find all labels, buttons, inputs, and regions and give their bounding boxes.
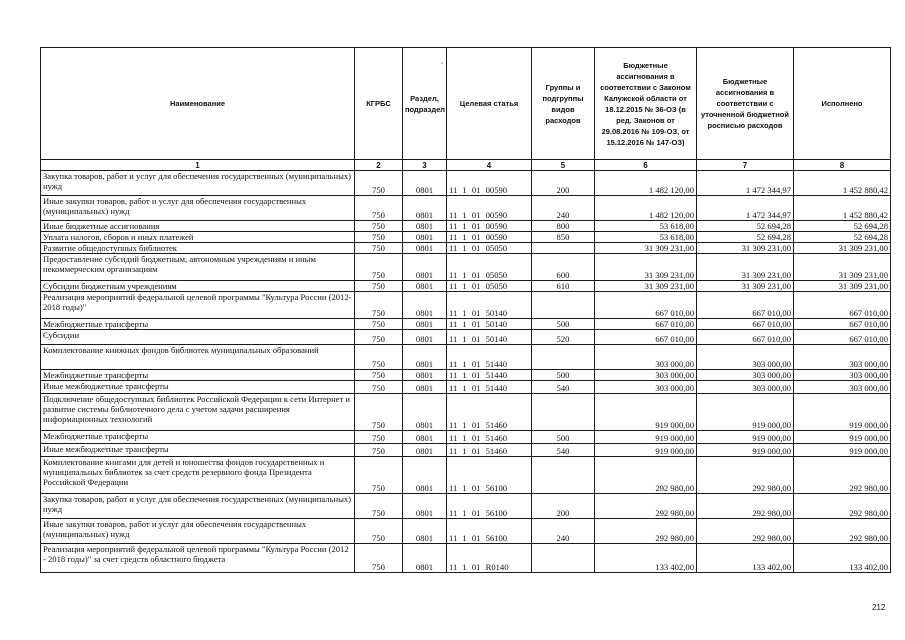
row-done-amount-cell: 667 010,00: [794, 292, 891, 319]
column-number: 2: [355, 160, 403, 171]
row-done-amount-cell: 303 000,00: [794, 381, 891, 394]
row-name-cell: Предоставление субсидий бюджетным, автономным учреждениям и иным некоммерческим организациям: [41, 254, 355, 281]
row-name-cell: Иные закупки товаров, работ и услуг для обеспечения государственных (муниципальных) нужд: [41, 519, 355, 544]
row-name-cell: Комплектование книжных фондов библиотек муниципальных образований: [41, 345, 355, 370]
row-section-cell: 0801: [403, 345, 447, 370]
row-law-amount-cell: 292 980,00: [595, 494, 697, 519]
row-section-cell: 0801: [403, 431, 447, 444]
header-refined: Бюджетные ассигнования в соответствии с уточненной бюджетной росписью расходов: [697, 48, 794, 160]
row-done-amount-cell: 303 000,00: [794, 370, 891, 381]
table-row: [41, 232, 891, 243]
row-done-amount-cell: 667 010,00: [794, 319, 891, 330]
row-done-amount-cell: 292 980,00: [794, 494, 891, 519]
table-row: [41, 196, 891, 221]
row-refined-amount-cell: 31 309 231,00: [697, 243, 794, 254]
row-kgrbs-cell: 750: [355, 330, 403, 345]
row-target-cell: 11 1 01 50140: [447, 292, 532, 319]
table-row: [41, 221, 891, 232]
row-done-amount-cell: 31 309 231,00: [794, 281, 891, 292]
header-groups: Группы и подгруппы видов расходов: [532, 48, 595, 160]
row-kgrbs-cell: 750: [355, 370, 403, 381]
header-kgrbs: КГРБС: [355, 48, 403, 160]
row-kgrbs-cell: 750: [355, 494, 403, 519]
row-refined-amount-cell: 303 000,00: [697, 381, 794, 394]
row-section-cell: 0801: [403, 381, 447, 394]
row-law-amount-cell: 303 000,00: [595, 381, 697, 394]
row-kgrbs-cell: 750: [355, 544, 403, 573]
row-law-amount-cell: 919 000,00: [595, 394, 697, 431]
row-name-cell: Субсидии: [41, 330, 355, 345]
column-number: 1: [41, 160, 355, 171]
row-section-cell: 0801: [403, 243, 447, 254]
row-kgrbs-cell: 750: [355, 232, 403, 243]
table-row: [41, 431, 891, 444]
row-name-cell: Иные межбюджетные трансферты: [41, 444, 355, 457]
row-refined-amount-cell: 919 000,00: [697, 444, 794, 457]
row-kgrbs-cell: 750: [355, 457, 403, 494]
row-law-amount-cell: 667 010,00: [595, 319, 697, 330]
row-law-amount-cell: 31 309 231,00: [595, 281, 697, 292]
row-law-amount-cell: 53 618,00: [595, 221, 697, 232]
row-section-cell: 0801: [403, 394, 447, 431]
table-header-row: [41, 48, 891, 160]
row-target-cell: 11 1 01 56100: [447, 494, 532, 519]
row-name-cell: Уплата налогов, сборов и иных платежей: [41, 232, 355, 243]
column-number: 4: [447, 160, 532, 171]
row-refined-amount-cell: 31 309 231,00: [697, 281, 794, 292]
row-name-cell: Закупка товаров, работ и услуг для обеспечения государственных (муниципальных) нужд: [41, 171, 355, 196]
table-row: [41, 171, 891, 196]
row-law-amount-cell: 292 980,00: [595, 519, 697, 544]
row-refined-amount-cell: 292 980,00: [697, 494, 794, 519]
row-done-amount-cell: 1 452 880,42: [794, 171, 891, 196]
column-number: 8: [794, 160, 891, 171]
row-refined-amount-cell: 52 694,28: [697, 221, 794, 232]
row-group-cell: 500: [532, 431, 595, 444]
row-section-cell: 0801: [403, 196, 447, 221]
row-refined-amount-cell: 667 010,00: [697, 330, 794, 345]
row-section-cell: 0801: [403, 319, 447, 330]
row-name-cell: Реализация мероприятий федеральной целевой программы "Культура России (2012-2018 годы)": [41, 292, 355, 319]
row-section-cell: 0801: [403, 519, 447, 544]
column-number: 3: [403, 160, 447, 171]
row-group-cell: 200: [532, 171, 595, 196]
row-name-cell: Межбюджетные трансферты: [41, 319, 355, 330]
table-row: [41, 494, 891, 519]
row-target-cell: 11 1 01 51440: [447, 370, 532, 381]
row-name-cell: Подключение общедоступных библиотек Российской Федерации к сети Интернет и развитие системы библиотечного дела с учетом задачи расширения информационных технологий: [41, 394, 355, 431]
row-group-cell: 200: [532, 494, 595, 519]
row-group-cell: 540: [532, 444, 595, 457]
row-group-cell: 520: [532, 330, 595, 345]
table-row: [41, 281, 891, 292]
column-number: 5: [532, 160, 595, 171]
row-target-cell: 11 1 01 51440: [447, 345, 532, 370]
row-section-cell: 0801: [403, 457, 447, 494]
row-kgrbs-cell: 750: [355, 345, 403, 370]
row-done-amount-cell: 1 452 880,42: [794, 196, 891, 221]
row-group-cell: 240: [532, 519, 595, 544]
row-refined-amount-cell: 292 980,00: [697, 457, 794, 494]
row-done-amount-cell: 919 000,00: [794, 394, 891, 431]
row-done-amount-cell: 52 694,28: [794, 221, 891, 232]
table-row: [41, 243, 891, 254]
budget-table: [40, 47, 891, 573]
row-name-cell: Иные закупки товаров, работ и услуг для обеспечения государственных (муниципальных) нужд: [41, 196, 355, 221]
table-row: [41, 330, 891, 345]
row-target-cell: 11 1 01 00590: [447, 232, 532, 243]
row-group-cell: 600: [532, 254, 595, 281]
row-group-cell: 240: [532, 196, 595, 221]
row-group-cell: [532, 292, 595, 319]
row-refined-amount-cell: 303 000,00: [697, 345, 794, 370]
row-name-cell: Субсидии бюджетным учреждениям: [41, 281, 355, 292]
row-group-cell: [532, 243, 595, 254]
row-done-amount-cell: 31 309 231,00: [794, 243, 891, 254]
header-law: Бюджетные ассигнования в соответствии с Законом Калужской области от 18.12.2015 № 36-ОЗ (в ред. Законов от 29.08.2016 № 109-ОЗ, от 15.12.2016 № 147-ОЗ): [595, 48, 697, 160]
row-refined-amount-cell: 919 000,00: [697, 431, 794, 444]
row-section-cell: 0801: [403, 370, 447, 381]
row-law-amount-cell: 303 000,00: [595, 370, 697, 381]
column-number: 7: [697, 160, 794, 171]
row-name-cell: Межбюджетные трансферты: [41, 431, 355, 444]
row-target-cell: 11 1 01 05050: [447, 254, 532, 281]
row-name-cell: Иные межбюджетные трансферты: [41, 381, 355, 394]
row-section-cell: 0801: [403, 254, 447, 281]
row-kgrbs-cell: 750: [355, 394, 403, 431]
table-row: [41, 394, 891, 431]
row-kgrbs-cell: 750: [355, 254, 403, 281]
row-target-cell: 11 1 01 00590: [447, 171, 532, 196]
row-target-cell: 11 1 01 51440: [447, 381, 532, 394]
row-kgrbs-cell: 750: [355, 221, 403, 232]
row-target-cell: 11 1 01 51460: [447, 431, 532, 444]
row-group-cell: [532, 394, 595, 431]
table-row: [41, 345, 891, 370]
table-row: [41, 319, 891, 330]
row-law-amount-cell: 133 402,00: [595, 544, 697, 573]
row-refined-amount-cell: 1 472 344,97: [697, 196, 794, 221]
header-section: Раздел, подраздел: [403, 48, 447, 160]
row-law-amount-cell: 31 309 231,00: [595, 243, 697, 254]
row-law-amount-cell: 1 482 120,00: [595, 196, 697, 221]
row-group-cell: [532, 345, 595, 370]
row-target-cell: 11 1 01 51460: [447, 444, 532, 457]
row-done-amount-cell: 292 980,00: [794, 457, 891, 494]
table-row: [41, 444, 891, 457]
row-kgrbs-cell: 750: [355, 381, 403, 394]
table-row: [41, 544, 891, 573]
row-target-cell: 11 1 01 56100: [447, 519, 532, 544]
row-done-amount-cell: 133 402,00: [794, 544, 891, 573]
row-kgrbs-cell: 750: [355, 519, 403, 544]
row-group-cell: [532, 457, 595, 494]
row-section-cell: 0801: [403, 330, 447, 345]
row-kgrbs-cell: 750: [355, 196, 403, 221]
row-target-cell: 11 1 01 51460: [447, 394, 532, 431]
row-done-amount-cell: 303 000,00: [794, 345, 891, 370]
row-section-cell: 0801: [403, 292, 447, 319]
table-row: [41, 457, 891, 494]
row-law-amount-cell: 919 000,00: [595, 431, 697, 444]
table-row: [41, 370, 891, 381]
row-kgrbs-cell: 750: [355, 243, 403, 254]
row-refined-amount-cell: 667 010,00: [697, 319, 794, 330]
header-done: Исполнено: [794, 48, 891, 160]
row-kgrbs-cell: 750: [355, 292, 403, 319]
row-done-amount-cell: 919 000,00: [794, 444, 891, 457]
table-row: [41, 519, 891, 544]
table-row: [41, 381, 891, 394]
row-law-amount-cell: 31 309 231,00: [595, 254, 697, 281]
row-group-cell: 800: [532, 221, 595, 232]
header-target: Целевая статья: [447, 48, 532, 160]
row-target-cell: 11 1 01 05050: [447, 243, 532, 254]
row-name-cell: Закупка товаров, работ и услуг для обеспечения государственных (муниципальных) нужд: [41, 494, 355, 519]
row-name-cell: Межбюджетные трансферты: [41, 370, 355, 381]
scan-speck: [441, 62, 443, 64]
row-refined-amount-cell: 1 472 344,97: [697, 171, 794, 196]
column-number-row: [41, 160, 891, 171]
row-name-cell: Реализация мероприятий федеральной целевой программы "Культура России (2012 - 2018 годы)" за счет средств областного бюджета: [41, 544, 355, 573]
row-section-cell: 0801: [403, 232, 447, 243]
row-group-cell: 610: [532, 281, 595, 292]
row-target-cell: 11 1 01 00590: [447, 196, 532, 221]
row-law-amount-cell: 292 980,00: [595, 457, 697, 494]
row-name-cell: Комплектование книгами для детей и юношества фондов государственных и муниципальных библиотек за счет средств резервного фонда Президента Российской Федерации: [41, 457, 355, 494]
row-law-amount-cell: 53 618,00: [595, 232, 697, 243]
row-done-amount-cell: 292 980,00: [794, 519, 891, 544]
row-law-amount-cell: 667 010,00: [595, 330, 697, 345]
row-name-cell: Развитие общедоступных библиотек: [41, 243, 355, 254]
row-done-amount-cell: 919 000,00: [794, 431, 891, 444]
row-target-cell: 11 1 01 05050: [447, 281, 532, 292]
row-kgrbs-cell: 750: [355, 431, 403, 444]
page-number: 212: [872, 603, 886, 612]
row-refined-amount-cell: 133 402,00: [697, 544, 794, 573]
row-section-cell: 0801: [403, 171, 447, 196]
row-section-cell: 0801: [403, 544, 447, 573]
table-row: [41, 254, 891, 281]
row-refined-amount-cell: 667 010,00: [697, 292, 794, 319]
row-kgrbs-cell: 750: [355, 444, 403, 457]
row-kgrbs-cell: 750: [355, 171, 403, 196]
row-refined-amount-cell: 292 980,00: [697, 519, 794, 544]
header-name: Наименование: [41, 48, 355, 160]
row-refined-amount-cell: 31 309 231,00: [697, 254, 794, 281]
row-group-cell: 540: [532, 381, 595, 394]
row-section-cell: 0801: [403, 221, 447, 232]
row-section-cell: 0801: [403, 494, 447, 519]
row-refined-amount-cell: 919 000,00: [697, 394, 794, 431]
row-group-cell: 850: [532, 232, 595, 243]
row-section-cell: 0801: [403, 444, 447, 457]
row-group-cell: 500: [532, 319, 595, 330]
row-target-cell: 11 1 01 50140: [447, 330, 532, 345]
row-target-cell: 11 1 01 56100: [447, 457, 532, 494]
row-law-amount-cell: 1 482 120,00: [595, 171, 697, 196]
row-group-cell: 500: [532, 370, 595, 381]
row-target-cell: 11 1 01 00590: [447, 221, 532, 232]
row-kgrbs-cell: 750: [355, 319, 403, 330]
row-kgrbs-cell: 750: [355, 281, 403, 292]
row-done-amount-cell: 667 010,00: [794, 330, 891, 345]
row-target-cell: 11 1 01 50140: [447, 319, 532, 330]
row-section-cell: 0801: [403, 281, 447, 292]
row-done-amount-cell: 31 309 231,00: [794, 254, 891, 281]
row-law-amount-cell: 667 010,00: [595, 292, 697, 319]
row-target-cell: 11 1 01 R0140: [447, 544, 532, 573]
table-row: [41, 292, 891, 319]
row-law-amount-cell: 919 000,00: [595, 444, 697, 457]
row-name-cell: Иные бюджетные ассигнования: [41, 221, 355, 232]
row-done-amount-cell: 52 694,28: [794, 232, 891, 243]
row-group-cell: [532, 544, 595, 573]
row-refined-amount-cell: 303 000,00: [697, 370, 794, 381]
row-refined-amount-cell: 52 694,28: [697, 232, 794, 243]
row-law-amount-cell: 303 000,00: [595, 345, 697, 370]
column-number: 6: [595, 160, 697, 171]
budget-sheet: [40, 47, 891, 573]
